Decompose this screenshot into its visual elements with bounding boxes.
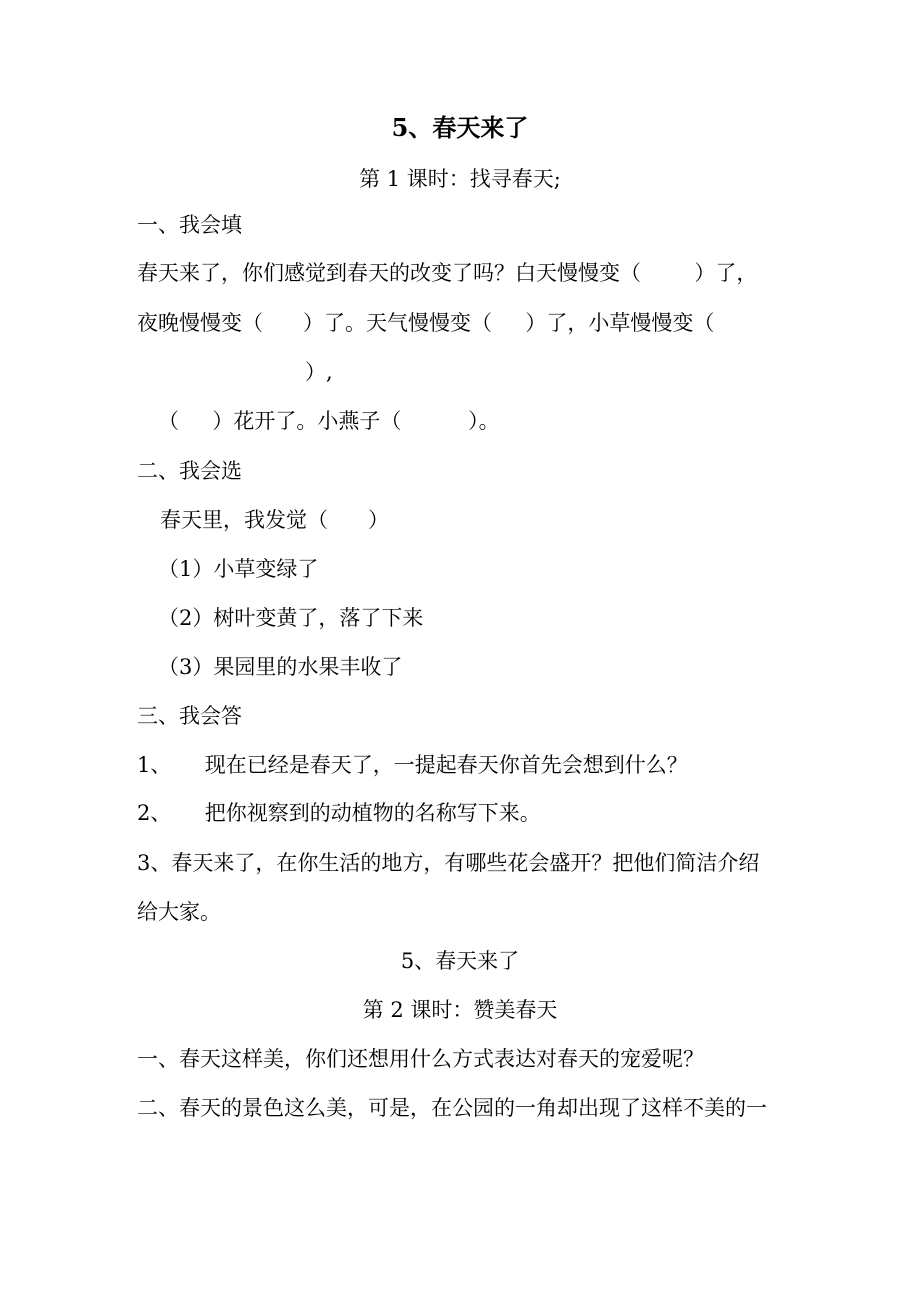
section1-line4: （ ）花开了。小燕子（ ）。 <box>158 409 500 433</box>
section1-line2: 夜晚慢慢变（ ）了。天气慢慢变（ ）了，小草慢慢变（ <box>137 311 715 335</box>
lesson2-item1: 一、春天这样美，你们还想用什么方式表达对春天的宠爱呢？ <box>137 1047 704 1071</box>
lesson2-subtitle: 第 2 课时：赞美春天 <box>362 998 558 1022</box>
section2-question: 春天里，我发觉（ ） <box>160 508 390 532</box>
lesson2-item2: 二、春天的景色这么美，可是，在公园的一角却出现了这样不美的一 <box>137 1096 767 1120</box>
question-3-line2: 给大家。 <box>137 900 221 924</box>
lesson2-title: 5、春天来了 <box>400 949 520 973</box>
question-1: 1、 现在已经是春天了，一提起春天你首先会想到什么？ <box>137 753 688 777</box>
lesson1-title: 5、春天来了 <box>391 113 529 142</box>
section3-heading: 三、我会答 <box>137 704 242 728</box>
question-2: 2、 把你视察到的动植物的名称写下来。 <box>137 801 541 825</box>
section1-heading: 一、我会填 <box>137 213 242 237</box>
section2-heading: 二、我会选 <box>137 459 242 483</box>
option-2: （2）树叶变黄了，落了下来 <box>158 606 424 630</box>
option-1: （1）小草变绿了 <box>158 557 319 581</box>
option-3: （3）果园里的水果丰收了 <box>158 655 403 679</box>
section1-line1: 春天来了，你们感觉到春天的改变了吗？白天慢慢变（ ）了， <box>137 261 758 285</box>
lesson1-subtitle: 第 1 课时：找寻春天; <box>359 167 561 191</box>
section1-line3: ）, <box>305 360 333 384</box>
question-3-line1: 3、春天来了，在你生活的地方，有哪些花会盛开？把他们简洁介绍 <box>137 851 760 875</box>
